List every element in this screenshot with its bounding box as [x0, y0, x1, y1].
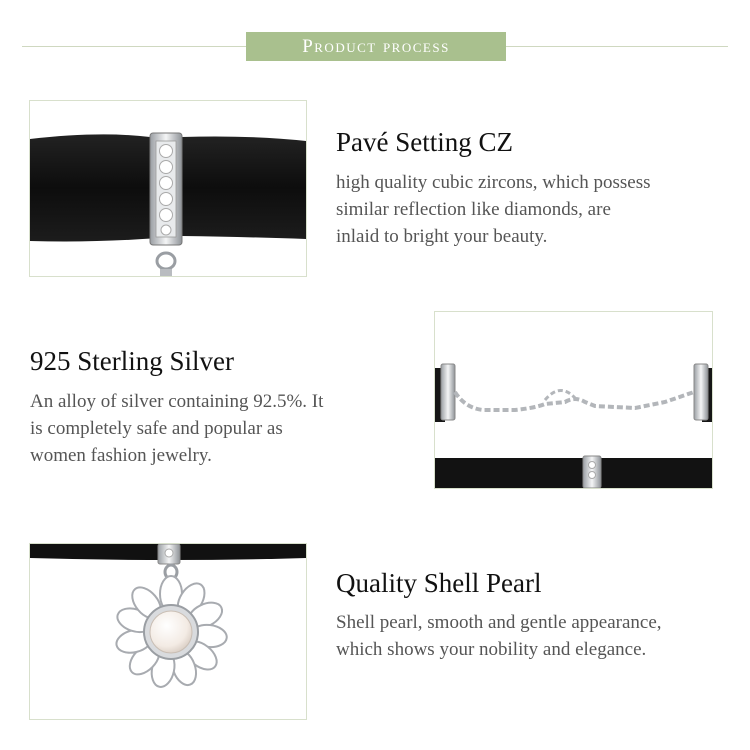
- desc-line: An alloy of silver containing 92.5%. It: [30, 391, 324, 412]
- sterling-silver-image: [434, 311, 713, 489]
- section-desc-pave: [336, 169, 651, 250]
- header-rule-left: [22, 46, 246, 47]
- section-title-pave: Pavé Setting CZ: [336, 127, 513, 157]
- desc-line: Shell pearl, smooth and gentle appearance,: [336, 612, 662, 633]
- desc-line: which shows your nobility and elegance.: [336, 639, 647, 660]
- desc-line: high quality cubic zircons, which possess: [336, 172, 651, 193]
- desc-line: similar reflection like diamonds, are: [336, 199, 611, 220]
- desc-line: women fashion jewelry.: [30, 445, 212, 466]
- desc-line: inlaid to bright your beauty.: [336, 226, 548, 247]
- section-title-pearl: Quality Shell Pearl: [336, 568, 542, 598]
- pave-setting-image: [29, 100, 307, 277]
- header-rule-right: [506, 46, 728, 47]
- section-desc-silver: [30, 388, 323, 469]
- section-desc-pearl: [336, 609, 662, 663]
- section-title-silver: 925 Sterling Silver: [30, 346, 234, 376]
- shell-pearl-image: [29, 543, 307, 720]
- desc-line: is completely safe and popular as: [30, 418, 283, 439]
- section-header: Product process: [246, 32, 506, 61]
